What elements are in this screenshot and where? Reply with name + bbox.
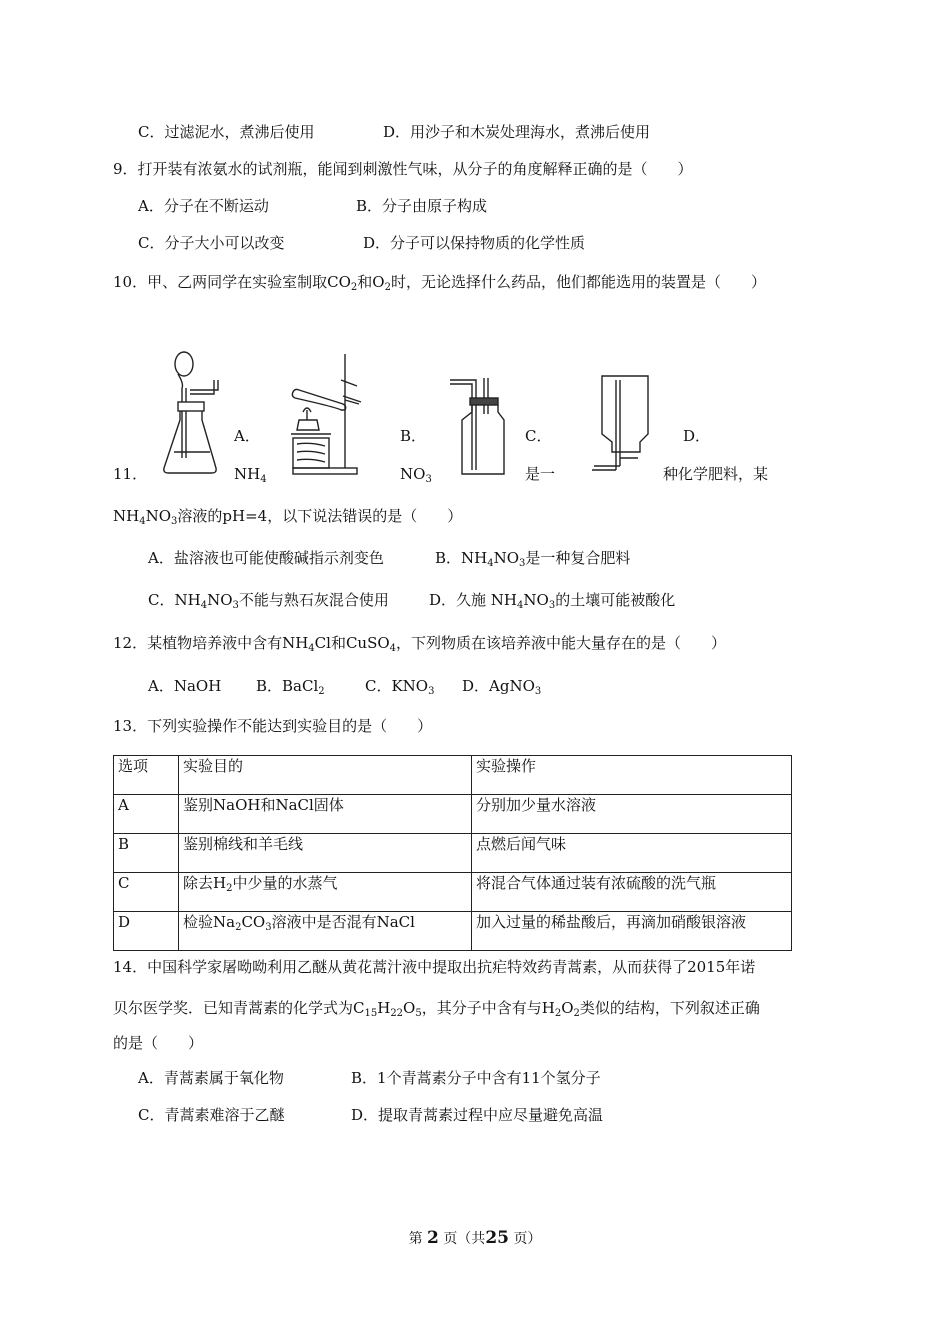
q12-option-d	[462, 676, 541, 702]
apparatus-label-d: D．	[683, 427, 711, 445]
q14-text: 贝尔医学奖．已知青蒿素的化学式为C	[113, 999, 365, 1017]
q12-option-a: A．NaOH	[148, 677, 222, 695]
subscript: 4	[308, 643, 315, 654]
q10-stem-part: 时，无论选择什么药品，他们都能选用的装置是（ ）	[390, 273, 766, 291]
q11-text: B．NH	[435, 549, 488, 567]
q11-text: NO	[523, 591, 549, 609]
table-header-cell: 实验操作	[472, 756, 792, 795]
subscript: 5	[415, 1008, 422, 1019]
subscript: 4	[517, 600, 524, 611]
q8-option-c: C．过滤泥水，煮沸后使用	[138, 123, 315, 141]
q12-option-b	[256, 676, 325, 702]
q11-tail: 种化学肥料，某	[663, 465, 769, 483]
q14-option-b: B．1个青蒿素分子中含有11个氢分子	[351, 1069, 601, 1087]
subscript: 2	[318, 686, 325, 697]
subscript: 3	[519, 558, 526, 569]
q14-stem-line2	[113, 998, 760, 1024]
subscript: 3	[425, 474, 432, 485]
q11-option-d	[429, 590, 675, 616]
q11-text: NO	[493, 549, 520, 567]
subscript: 4	[200, 600, 208, 611]
apparatus-c-gas-bottle	[448, 374, 508, 478]
q12-stem	[113, 633, 726, 659]
q12-text: ，下列物质在该培养液中能大量存在的是（ ）	[396, 634, 727, 652]
q11-option-c	[148, 590, 389, 616]
page-footer	[0, 1228, 950, 1248]
footer-text: 页（共	[443, 1231, 486, 1247]
table-cell: 加入过量的稀盐酸后，再滴加硝酸银溶液	[472, 912, 792, 951]
table-cell: 分别加少量水溶液	[472, 795, 792, 834]
q11-option-a: A．盐溶液也可能使酸碱指示剂变色	[148, 549, 384, 567]
subscript: 2	[573, 1008, 580, 1019]
subscript: 4	[139, 516, 146, 527]
q9-option-a: A．分子在不断运动	[138, 197, 269, 215]
table-cell: 点燃后闻气味	[472, 834, 792, 873]
cell-text: CO	[241, 913, 266, 931]
apparatus-a-flask-funnel	[160, 350, 225, 478]
q9-stem: 9．打开装有浓氨水的试剂瓶，能闻到刺激性气味，从分子的角度解释正确的是（ ）	[113, 160, 693, 178]
table-cell	[179, 873, 472, 912]
footer-text: 页）	[513, 1231, 542, 1247]
q14-stem-line3: 的是（ ）	[113, 1034, 204, 1052]
q13-table	[113, 755, 792, 951]
table-cell: C	[114, 873, 179, 912]
q11-text: C．NH	[148, 591, 201, 609]
table-header-cell: 选项	[114, 756, 179, 795]
apparatus-label-b: B．	[400, 427, 427, 445]
q11-stem-line2	[113, 506, 462, 532]
subscript: 2	[350, 282, 358, 293]
q12-text: D．AgNO	[462, 677, 535, 695]
q14-text: 类似的结构，下列叙述正确	[579, 999, 760, 1017]
subscript: 3	[232, 600, 239, 611]
q11-text: 的土壤可能被酸化	[555, 591, 676, 609]
q11-text: NH	[113, 507, 140, 525]
table-row	[114, 834, 792, 873]
q12-text: 12．某植物培养液中含有NH	[113, 634, 309, 652]
q11-option-b	[435, 548, 630, 574]
subscript: 15	[364, 1008, 378, 1019]
q11-text: D．久施 NH	[429, 591, 518, 609]
q13-stem: 13．下列实验操作不能达到实验目的是（ ）	[113, 717, 433, 735]
table-cell: 鉴别NaOH和NaCl固体	[179, 795, 472, 834]
q12-text: C．KNO	[365, 677, 429, 695]
q9-option-d: D．分子可以保持物质的化学性质	[363, 234, 586, 252]
table-row	[114, 795, 792, 834]
q11-text: NO	[400, 465, 426, 483]
table-cell: D	[114, 912, 179, 951]
subscript: 3	[548, 600, 556, 611]
q12-option-c	[365, 676, 434, 702]
q11-nh4	[234, 464, 267, 490]
apparatus-label-c: C．	[525, 427, 552, 445]
subscript: 4	[487, 558, 494, 569]
q11-text: 溶液的pH=4，以下说法错误的是（ ）	[177, 507, 463, 525]
table-cell	[179, 912, 472, 951]
q14-text: O	[403, 999, 416, 1017]
subscript: 22	[390, 1008, 404, 1019]
q14-option-a: A．青蒿素属于氧化物	[138, 1069, 284, 1087]
q11-text: NO	[207, 591, 233, 609]
subscript: 3	[171, 516, 178, 527]
table-cell: A	[114, 795, 179, 834]
subscript: 4	[389, 643, 397, 654]
apparatus-d-inverted-bottle	[590, 374, 655, 478]
subscript: 2	[384, 282, 391, 293]
table-row	[114, 912, 792, 951]
cell-text: 溶液中是否混有NaCl	[271, 913, 415, 931]
q11-text: 不能与熟石灰混合使用	[238, 591, 389, 609]
subscript: 3	[265, 922, 272, 933]
table-header-row	[114, 756, 792, 795]
subscript: 2	[226, 883, 233, 894]
q12-text: B．BaCl	[256, 677, 319, 695]
table-cell: B	[114, 834, 179, 873]
q11-no3	[400, 464, 432, 490]
q11-text: NO	[145, 507, 172, 525]
apparatus-label-a: A．	[234, 427, 260, 445]
q14-option-d: D．提取青蒿素过程中应尽量避免高温	[351, 1106, 604, 1124]
table-cell: 将混合气体通过装有浓硫酸的洗气瓶	[472, 873, 792, 912]
q11-number: 11．	[113, 465, 148, 483]
q14-stem-line1: 14．中国科学家屠呦呦利用乙醚从黄花蒿汁液中提取出抗疟特效药青蒿素，从而获得了2015年诺	[113, 958, 756, 976]
q11-text: 是一种复合肥料	[525, 549, 631, 567]
q10-stem-part: 和O	[357, 273, 385, 291]
subscript: 2	[554, 1008, 562, 1019]
q14-text: H	[377, 999, 391, 1017]
current-page-number: 2	[427, 1228, 439, 1248]
subscript: 2	[235, 922, 242, 933]
subscript: 3	[534, 686, 542, 697]
q10-stem-part: 10．甲、乙两同学在实验室制取CO	[113, 273, 351, 291]
q9-option-b: B．分子由原子构成	[356, 197, 488, 215]
q9-option-c: C．分子大小可以改变	[138, 234, 285, 252]
q12-text: Cl和CuSO	[314, 634, 390, 652]
q10-stem	[113, 272, 766, 298]
q14-text: ，其分子中含有与H	[421, 999, 555, 1017]
footer-text: 第	[408, 1231, 423, 1247]
total-page-number: 25	[485, 1228, 509, 1248]
subscript: 4	[260, 474, 267, 485]
q11-mid: 是一	[525, 465, 556, 483]
q8-option-d: D．用沙子和木炭处理海水，煮沸后使用	[383, 123, 651, 141]
cell-text: 检验Na	[183, 913, 236, 931]
q11-text: NH	[234, 465, 261, 483]
table-cell: 鉴别棉线和羊毛线	[179, 834, 472, 873]
cell-text: 中少量的水蒸气	[232, 874, 338, 892]
q14-text: O	[561, 999, 574, 1017]
q14-option-c: C．青蒿素难溶于乙醚	[138, 1106, 285, 1124]
apparatus-b-heated-tube	[285, 350, 365, 478]
cell-text: 除去H	[183, 874, 227, 892]
table-header-cell: 实验目的	[179, 756, 472, 795]
table-row	[114, 873, 792, 912]
subscript: 3	[428, 686, 435, 697]
